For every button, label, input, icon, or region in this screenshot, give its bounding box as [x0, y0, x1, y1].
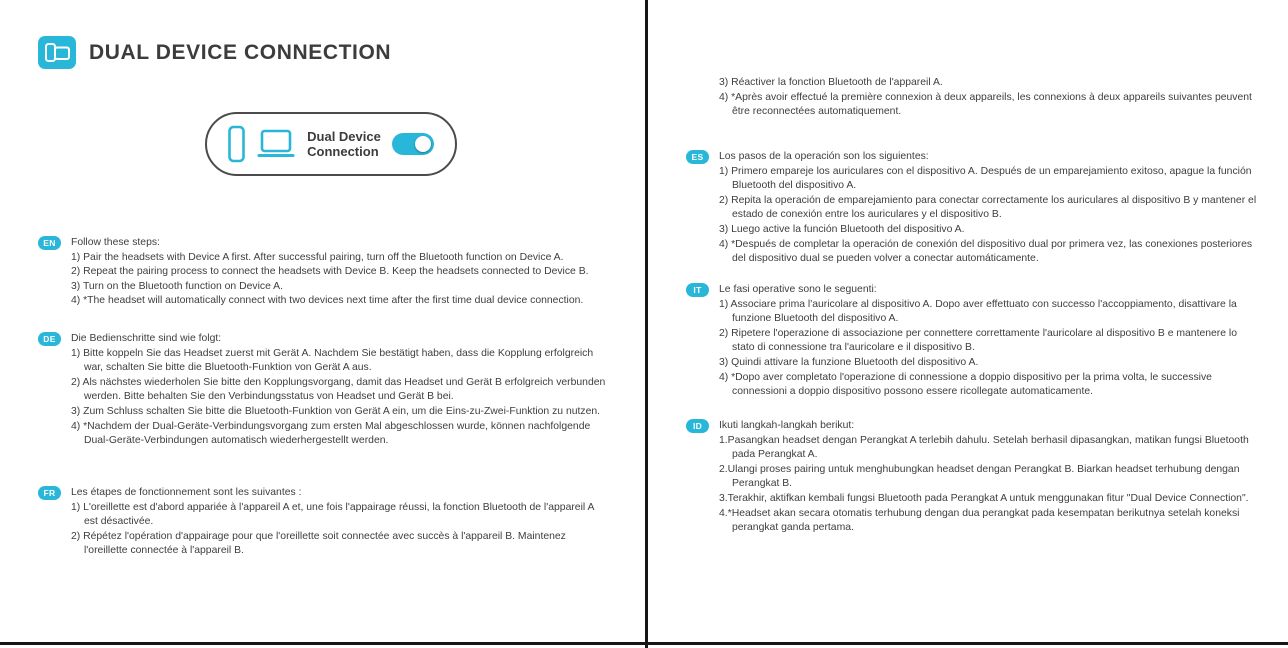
section-it	[686, 283, 1258, 400]
step-text: 1) Bitte koppeln Sie das Headset zuerst mit Gerät A. Nachdem Sie bestätigt haben, dass die Kopplung erfolgreich war, schalten Sie bitte die Bluetooth-Funktion von Gerät A aus.	[71, 347, 594, 374]
step-text: 2) Als nächstes wiederholen Sie bitte den Kopplungsvorgang, damit das Headset und Gerät B erfolgreich verbunden werden. Bitte behalten Sie den Verbindungsstatus von Headset und Gerät B bei.	[71, 376, 606, 403]
page-title: DUAL DEVICE CONNECTION	[89, 40, 392, 64]
step-text: 4) *The headset will automatically connect with two devices next time after the first time dual device connection.	[71, 295, 584, 307]
step-text: 2) Ripetere l'operazione di associazione per connettere correttamente l'auricolare al dispositivo B e mantenere lo stato di connessione tra l'auricolare e il dispositivo B.	[719, 327, 1238, 354]
step-text: 1) Associare prima l'auricolare al dispositivo A. Dopo aver effettuato con successo l'accoppiamento, disattivare la funzione Bluetooth del dispositivo A.	[719, 298, 1237, 325]
page-divider	[645, 0, 648, 648]
lang-badge-it: IT	[686, 283, 709, 297]
step-text: 3) Luego active la función Bluetooth del dispositivo A.	[719, 223, 965, 235]
step-text: 3) Réactiver la fonction Bluetooth de l'appareil A.	[719, 77, 943, 88]
section-de	[38, 332, 610, 449]
section-intro: Ikuti langkah-langkah berikut:	[719, 420, 855, 431]
lang-badge-fr: FR	[38, 486, 61, 500]
step-text: 1) Pair the headsets with Device A first. After successful pairing, turn off the Bluetooth function on Device A.	[71, 251, 564, 263]
lang-badge-es: ES	[686, 150, 709, 164]
step-text: 3) Quindi attivare la funzione Bluetooth del dispositivo A.	[719, 356, 979, 368]
step-text: 2) Repeat the pairing process to connect the headsets with Device B. Keep the headsets connected to Device B.	[71, 266, 589, 278]
section-en	[38, 236, 610, 309]
step-text: 4) *Dopo aver completato l'operazione di connessione a doppio dispositivo per la prima volta, le successive connessioni a doppio dispositivo possono essere ricollegate automaticamente.	[719, 371, 1212, 398]
step-text: 4.*Headset akan secara otomatis terhubung dengan dua perangkat pada kesempatan berikutnya setelah koneksi perangkat ganda pertama.	[719, 507, 1240, 534]
step-text: 4) *Après avoir effectué la première connexion à deux appareils, les connexions à deux appareils suivantes peuvent être reconnectées automatiquement.	[719, 91, 1252, 118]
step-text: 2) Répétez l'opération d'appairage pour que l'oreillette soit connectée avec succès à l'appareil B. Maintenez l'oreillette connectée à l'appareil B.	[71, 530, 566, 557]
column-right	[648, 0, 1288, 648]
step-text: 3) Turn on the Bluetooth function on Device A.	[71, 280, 283, 292]
section-intro: Los pasos de la operación son los siguientes:	[719, 151, 929, 162]
section-intro: Follow these steps:	[71, 237, 160, 248]
step-text: 4) *Nachdem der Dual-Geräte-Verbindungsvorgang zum ersten Mal abgeschlossen wurde, können nachfolgende Dual-Geräte-Verbindungen automatisch wiederhergestellt werden.	[71, 420, 591, 447]
step-text: 3.Terakhir, aktifkan kembali fungsi Bluetooth pada Perangkat A untuk menggunakan fitur "Dual Device Connection".	[719, 492, 1249, 504]
bottom-edge-line	[0, 642, 1288, 645]
lang-badge-en: EN	[38, 236, 61, 250]
page-right	[648, 0, 1288, 648]
step-text: 2.Ulangi proses pairing untuk menghubungkan headset dengan Perangkat B. Biarkan headset terhubung dengan Perangkat B.	[719, 463, 1240, 490]
step-text: 3) Zum Schluss schalten Sie bitte die Bluetooth-Funktion von Gerät A ein, um die Eins-zu-Zwei-Funktion zu nutzen.	[71, 405, 601, 417]
lang-badge-de: DE	[38, 332, 61, 346]
section-fr	[38, 486, 610, 559]
card-label-line2: Connection	[307, 144, 379, 159]
section-intro: Le fasi operative sono le seguenti:	[719, 284, 877, 295]
lang-badge-id: ID	[686, 419, 709, 433]
step-text: 1) L'oreillette est d'abord appariée à l'appareil A et, une fois l'appairage réussi, la fonction Bluetooth de l'appareil A est désactivée.	[71, 501, 594, 528]
card-label-line1: Dual Device	[307, 129, 381, 144]
step-text: 2) Repita la operación de emparejamiento para conectar correctamente los auriculares al dispositivo B y mantener el estado de conexión entre los auriculares y el dispositivo B.	[719, 194, 1257, 221]
section-intro: Les étapes de fonctionnement sont les suivantes :	[71, 487, 302, 498]
step-text: 1.Pasangkan headset dengan Perangkat A terlebih dahulu. Setelah berhasil dipasangkan, matikan fungsi Bluetooth pada Perangkat A.	[719, 434, 1249, 461]
section-intro: Die Bedienschritte sind wie folgt:	[71, 333, 222, 344]
step-text: 4) *Después de completar la operación de conexión del dispositivo dual por primera vez, las conexiones posteriores del dispositivo dual se pueden volver a conectar automáticamente.	[719, 238, 1253, 265]
step-text: 1) Primero empareje los auriculares con el dispositivo A. Después de un emparejamiento exitoso, apague la función Bluetooth del dispositivo A.	[719, 165, 1252, 192]
section-es	[686, 150, 1258, 267]
section-fr-continued	[686, 76, 1258, 120]
section-id	[686, 419, 1258, 536]
